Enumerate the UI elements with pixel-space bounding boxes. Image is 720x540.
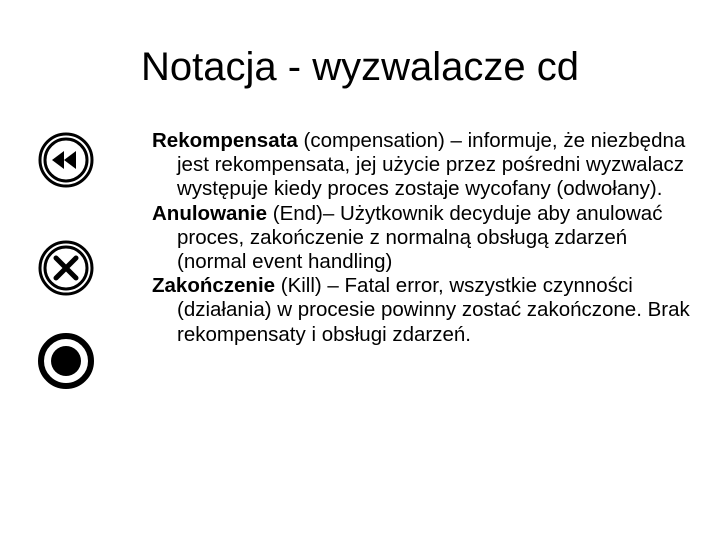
slide-title: Notacja - wyzwalacze cd	[141, 45, 579, 89]
description-kill: (Kill) – Fatal error, wszystkie czynności (działania) w procesie powinny zostać zakończone. Brak rekompensaty i obsługi zdarzeń.	[177, 274, 690, 346]
term-end: Anulowanie	[152, 201, 268, 225]
description-list	[152, 129, 692, 347]
term-compensation: Rekompensata	[152, 129, 298, 152]
filled-circle-icon	[36, 331, 96, 391]
rewind-icon	[36, 130, 96, 190]
term-kill: Zakończenie	[152, 274, 276, 298]
paragraph-kill	[152, 274, 692, 347]
paragraph-end	[152, 202, 692, 275]
paragraph-compensation	[152, 129, 692, 202]
description-compensation: (compensation) – informuje, że niezbędna jest rekompensata, jej użycie przez pośredni wyzwalacz występuje kiedy proces zostaje wycofany (odwołany).	[177, 129, 686, 201]
x-cross-icon	[36, 238, 96, 298]
description-end: (End)– Użytkownik decyduje aby anulować proces, zakończenie z normalną obsługą zdarzeń (normal event handling)	[177, 201, 663, 274]
